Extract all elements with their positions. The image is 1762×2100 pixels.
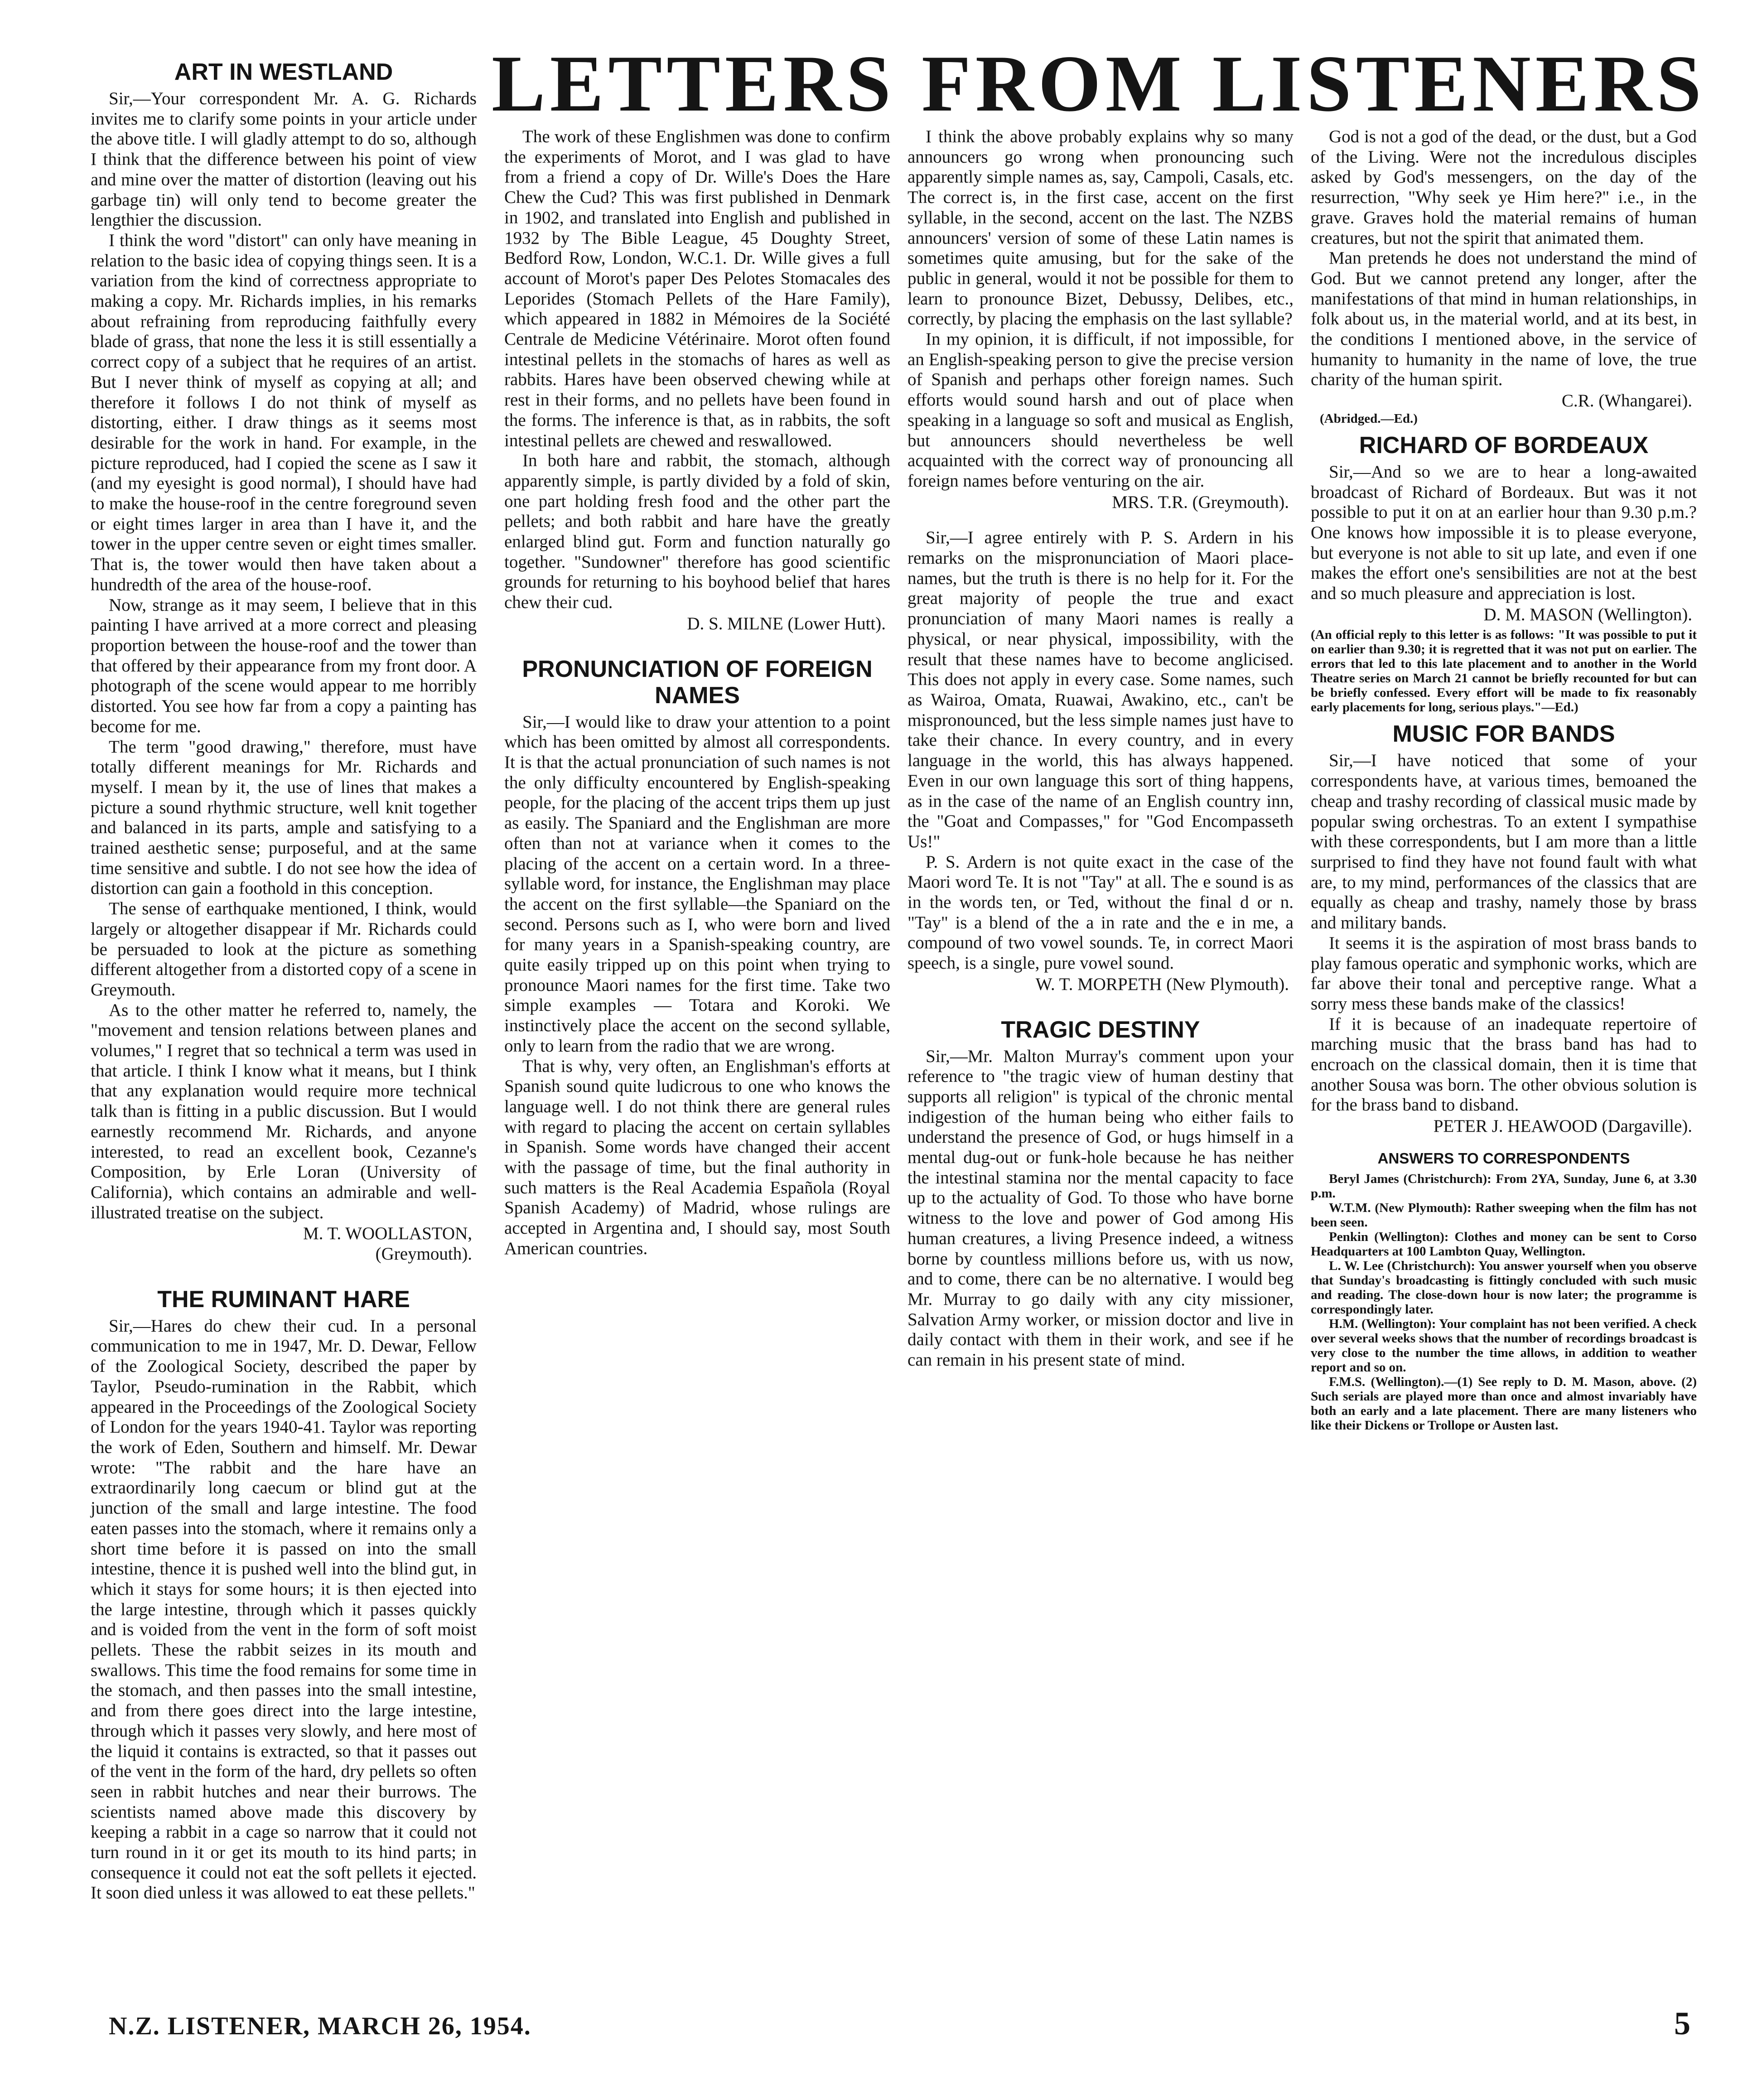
answers-heading: ANSWERS TO CORRESPONDENTS — [1377, 1149, 1630, 1167]
letter-paragraph: The term "good drawing," therefore, must have totally different meanings for Mr. Richards and myself. I mean by it, the use of lines that makes a picture a sound rhythmic structure, well knit together and balanced in its parts, ample and satisfying to a trained aesthetic sense; purposeful, and at the same time sensitive and subtle. I do not see how the idea of distortion can gain a foothold in this conception. — [91, 737, 477, 898]
answer-item: F.M.S. (Wellington).—(1) See reply to D. M. Mason, above. (2) Such serials are played more than once and almost invariably have both an early and a late placement. There are many listeners who like their Dickens or Trollope or Austen last. — [1311, 1374, 1697, 1433]
letter-paragraph: P. S. Ardern is not quite exact in the case of the Maori word Te. It is not "Tay" at all. The e sound is as in the words ten, or Ted, without the final d or n. "Tay" is a blend of the a in rate and the e in me, a compound of two vowel sounds. Te, in correct Maori speech, is a single, pure vowel sound. — [908, 852, 1294, 973]
letter-paragraph: Sir,—And so we are to hear a long-awaited broadcast of Richard of Bordeaux. But was it not possible to put it on at an earlier hour than 9.30 p.m.? One knows how impossible it is to please everyone, but everyone is not able to sit up late, and even if one makes the effort one's sensibilities are not at the best and so much pleasure and appreciation is lost. — [1311, 462, 1697, 603]
tragic-destiny-heading: TRAGIC DESTINY — [1001, 1016, 1200, 1043]
letter-paragraph: As to the other matter he referred to, namely, the "movement and tension relations between planes and volumes," I regret that so technical a term was used in that article. I think I know what it means, but I think that any explanation would require more technical talk than is fitting in a public discussion. But I would earnestly recommend Mr. Richards, and anyone interested, to read an excellent book, Cezanne's Composition, by Erle Loran (University of California), which contains an admirable and well-illustrated treatise on the subject. — [91, 1000, 477, 1222]
column-2 — [504, 127, 890, 1259]
letter-paragraph: I think the above probably explains why so many announcers go wrong when pronouncing such apparently simple names as, say, Campoli, Casals, etc. The correct is, in the first case, accent on the first syllable, in the second, accent on the last. The NZBS announcers' version of some of these Latin names is sometimes quite amusing, but for the sake of the public in general, would it not be possible for them to learn to pronounce Bizet, Debussy, Delibes, etc., correctly, by placing the emphasis on the last syllable? — [908, 127, 1294, 329]
signature: PETER J. HEAWOOD (Dargaville). — [1433, 1116, 1692, 1136]
editor-note: (An official reply to this letter is as follows: "It was possible to put it on earlier than 9.30; it is regretted that it was not put on earlier. The errors that led to this late placement and to another in the World Theatre series on March 21 cannot be briefly recounted for but can be briefly confessed. Every effort will be made to fix reasonably early placements for long, serious plays."—Ed.) — [1311, 628, 1697, 715]
letter-paragraph: In both hare and rabbit, the stomach, although apparently simple, is partly divided by a fold of skin, one part holding fresh food and the other part the pellets; and both rabbit and hare have the greatly enlarged blind gut. Form and function naturally go together. "Sundowner" therefore has good scientific grounds for returning to his boyhood belief that hares chew their cud. — [504, 451, 890, 613]
answer-item: L. W. Lee (Christchurch): You answer yourself when you observe that Sunday's broadcasting is fittingly concluded with such music and reading. The close-down hour is now later; the programme is correspondingly later. — [1311, 1258, 1697, 1317]
column-3 — [908, 127, 1294, 1371]
letter-paragraph: Sir,—I agree entirely with P. S. Ardern in his remarks on the mispronunciation of Maori place-names, but the truth is there is no help for it. For the great majority of people the true and exact pronunciation of many Maori names is really a physical, or near physical, impossibility, with the result that these names have to become anglicised. This does not apply in every case. Some names, such as Wairoa, Omata, Ruawai, Awakino, etc., can't be mispronounced, but the less simple names just have to take their chance. In every country, and in every language in the world, this has always happened. Even in our own language this sort of thing happens, as in the case of the name of an English country inn, the "Goat and Compasses," for "God Encompasseth Us!" — [908, 528, 1294, 851]
title-word-listeners: LISTENERS — [1212, 39, 1706, 128]
answer-item: H.M. (Wellington): Your complaint has not been verified. A check over several weeks shows that the number of recordings broadcast is very close to the number the time allows, in addition to weather report and so on. — [1311, 1316, 1697, 1375]
ruminant-hare-heading: THE RUMINANT HARE — [157, 1286, 410, 1313]
footer-publication: N.Z. LISTENER, MARCH 26, 1954. — [109, 2012, 531, 2040]
page-number: 5 — [1674, 2005, 1690, 2042]
letter-paragraph: In my opinion, it is difficult, if not impossible, for an English-speaking person to give the precise version of Spanish and perhaps other foreign names. Such efforts would sound harsh and out of place when speaking in a language so soft and musical as English, but announcers should nevertheless be well acquainted with the correct way of pronouncing all foreign names before venturing on the air. — [908, 329, 1294, 491]
letter-paragraph: Sir,—I have noticed that some of your correspondents have, at various times, bemoaned the cheap and trashy recording of classical music made by popular swing orchestras. To an extent I sympathise with these correspondents, but I am more than a little surprised to find they have not found fault with what are, to my mind, performances of the classics that are equally as cheap and trashy, namely those by brass and military bands. — [1311, 751, 1697, 933]
column-4 — [1311, 127, 1697, 1433]
letter-paragraph: It seems it is the aspiration of most brass bands to play famous operatic and symphonic works, which are far above their tonal and perceptive range. What a sorry mess these bands make of the classics! — [1311, 933, 1697, 1014]
letter-paragraph: Sir,—Your correspondent Mr. A. G. Richards invites me to clarify some points in your article under the above title. I will gladly attempt to do so, although I think that the difference between his point of view and mine over the matter of distortion (leaving out his garbage tin) will only tend to become greater the lengthier the discussion. — [91, 89, 477, 230]
answer-item: W.T.M. (New Plymouth): Rather sweeping when the film has not been seen. — [1311, 1200, 1697, 1230]
letter-paragraph: Man pretends he does not understand the mind of God. But we cannot pretend any longer, after the manifestations of that mind in human relationships, in folk about us, in the material world, and at its best, in the conditions I mentioned above, in the service of humanity to humanity in the name of love, the true charity of the human spirit. — [1311, 248, 1697, 390]
pronunciation-heading: PRONUNCIATION OF FOREIGN NAMES — [522, 656, 873, 709]
signature: W. T. MORPETH (New Plymouth). — [1035, 974, 1289, 994]
letter-paragraph: I think the word "distort" can only have meaning in relation to the basic idea of copying things seen. It is a variation from the kind of correctness appropriate to making a copy. Mr. Richards implies, in his remarks about refraining from reproducing faithfully every blade of grass, that none the less it is still essentially a correct copy of a subject that he requires of an artist. But I never think of myself as copying at all; and therefore it follows I do not think of myself as distorting, either. I draw things as it seems most desirable for the work in hand. For example, in the picture reproduced, had I copied the scene as I saw it (and my eyesight is good normal), I should have had to make the house-roof in the centre foreground seven or eight times larger in area than I have it, and the tower in the upper centre seven or eight times smaller. That is, the tower would then have taken about a hundredth of the area of the house-roof. — [91, 230, 477, 594]
signature: D. S. MILNE (Lower Hutt). — [687, 613, 886, 633]
signature-place: (Greymouth). — [375, 1244, 472, 1264]
signature: D. M. MASON (Wellington). — [1483, 604, 1692, 624]
letter-paragraph: Sir,—Mr. Malton Murray's comment upon your reference to "the tragic view of human destiny that supports all religion" is typical of the chronic mental indigestion of the human being who either fails to understand the presence of God, or hugs himself in a mental dug-out or funk-hole because he has neither the intestinal stamina nor the mental capacity to face up to the actuality of God. To those who have borne witness to the love and power of God among His human creatures, a living Presence indeed, a witness borne by countless millions before us, with us now, and to come, there can be no alternative. I would beg Mr. Murray to go daily with any city missioner, Salvation Army worker, or mission doctor and live in daily contact with them in their work, and see if he can remain in his present state of mind. — [908, 1046, 1294, 1370]
letter-paragraph: That is why, very often, an Englishman's efforts at Spanish sound quite ludicrous to one who knows the language well. I do not think there are general rules with regard to placing the accent on certain syllables in Spanish. Some words have changed their accent with the passage of time, but the final authority in such matters is the Real Academia Española (Royal Spanish Academy) of Madrid, whose rulings are accepted in Argentina and, I should say, most South American countries. — [504, 1056, 890, 1258]
signature: MRS. T.R. (Greymouth). — [1112, 492, 1289, 512]
letter-paragraph: God is not a god of the dead, or the dust, but a God of the Living. Were not the incredulous disciples asked by God's messengers, on the day of the resurrection, "Why seek ye Him here?" i.e., in the grave. Graves hold the material remains of human creatures, but not the spirit that animated them. — [1311, 127, 1697, 248]
title-word-from: FROM — [922, 39, 1186, 128]
answer-item: Penkin (Wellington): Clothes and money can be sent to Corso Headquarters at 100 Lambton Quay, Wellington. — [1311, 1229, 1697, 1259]
letter-paragraph: Sir,—I would like to draw your attention to a point which has been omitted by almost all correspondents. It is that the actual pronunciation of such names is not the only difficulty encountered by English-speaking people, for the placing of the accent trips them up just as easily. The Spaniard and the Englishman are more often than not at variance when it comes to the placing of the accent on a certain word. In a three-syllable word, for instance, the Englishman may place the accent on the first syllable—the Spaniard on the second. Persons such as I, who were born and lived for many years in a Spanish-speaking country, are quite easily tripped up on this point when trying to pronounce Maori names for the first time. Take two simple examples — Totara and Koroki. We instinctively place the accent on the second syllable, only to learn from the radio that we are wrong. — [504, 712, 890, 1056]
letter-paragraph: The sense of earthquake mentioned, I think, would largely or altogether disappear if Mr. Richards could be persuaded to look at the picture as something different altogether from a distorted copy of a scene in Greymouth. — [91, 899, 477, 999]
page-title — [492, 39, 1706, 128]
editor-note: (Abridged.—Ed.) — [1320, 411, 1418, 426]
column-1 — [91, 59, 477, 1903]
music-for-bands-heading: MUSIC FOR BANDS — [1392, 721, 1615, 748]
signature: M. T. WOOLLASTON, — [303, 1224, 472, 1244]
letter-paragraph: Sir,—Hares do chew their cud. In a personal communication to me in 1947, Mr. D. Dewar, Fellow of the Zoological Society, described the paper by Taylor, Pseudo-rumination in the Rabbit, which appeared in the Proceedings of the Zoological Society of London for the years 1940-41. Taylor was reporting the work of Eden, Southern and himself. Mr. Dewar wrote: "The rabbit and the hare have an extraordinarily long caecum or blind gut at the junction of the small and large intestine. The food eaten passes into the stomach, where it remains only a short time before it is passed on into the small intestine, thence it is pushed well into the blind gut, in which it stays for some hours; it is then ejected into the large intestine, through which it passes quickly and is voided from the vent in the form of soft moist pellets. These the rabbit seizes in its mouth and swallows. This time the food remains for some time in the stomach, and then passes into the small intestine, and from there goes direct into the large intestine, through which it passes very slowly, and here most of the liquid it contains is extracted, so that it passes out of the vent in the form of the hard, dry pellets so often seen in rabbit hutches and near their burrows. The scientists named above made this discovery by keeping a rabbit in a cage so narrow that it could not turn round in it or get its mouth to its hind parts; in consequence it could not eat the soft pellets it ejected. It soon died unless it was allowed to eat these pellets." — [91, 1316, 477, 1903]
signature: C.R. (Whangarei). — [1561, 391, 1692, 411]
title-word-letters: LETTERS — [492, 39, 896, 128]
letter-paragraph: Now, strange as it may seem, I believe that in this painting I have arrived at a more correct and pleasing proportion between the house-roof and the tower than that offered by their appearance from my front door. A photograph of the scene would appear to me horribly distorted. You see how far from a copy a painting has become for me. — [91, 595, 477, 736]
richard-of-bordeaux-heading: RICHARD OF BORDEAUX — [1359, 432, 1649, 459]
answer-item: Beryl James (Christchurch): From 2YA, Sunday, June 6, at 3.30 p.m. — [1311, 1171, 1697, 1201]
art-in-westland-heading: ART IN WESTLAND — [174, 59, 393, 85]
letter-paragraph: If it is because of an inadequate repertoire of marching music that the brass band has had to encroach on the classical domain, then it is time that another Sousa was born. The other obvious solution is for the brass band to disband. — [1311, 1014, 1697, 1115]
letter-paragraph: The work of these Englishmen was done to confirm the experiments of Morot, and I was glad to have from a friend a copy of Dr. Wille's Does the Hare Chew the Cud? This was first published in Denmark in 1902, and translated into English and published in 1932 by The Bible League, 45 Doughty Street, Bedford Row, London, W.C.1. Dr. Wille gives a full account of Morot's paper Des Pelotes Stomacales des Leporides (Stomach Pellets of the Hare Family), which appeared in 1882 in Mémoires de la Société Centrale de Medicine Vétérinaire. Morot often found intestinal pellets in the stomachs of hares as well as rabbits. Hares have been observed chewing while at rest in their forms, and no pellets have been found in the forms. The inference is that, as in rabbits, the soft intestinal pellets are chewed and reswallowed. — [504, 127, 890, 450]
